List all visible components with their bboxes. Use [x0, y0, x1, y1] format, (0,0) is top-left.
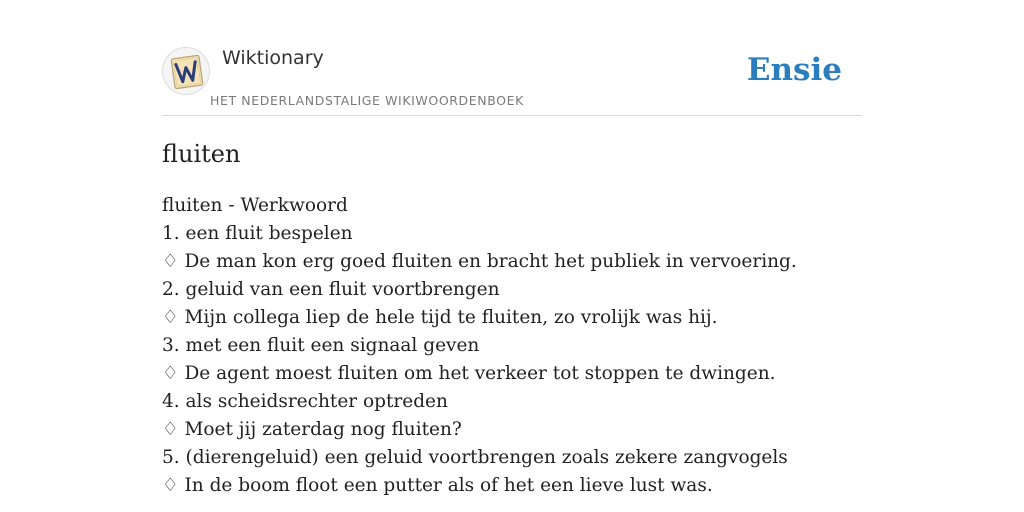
- site-tagline: HET NEDERLANDSTALIGE WIKIWOORDENBOEK: [210, 93, 524, 108]
- wiktionary-w-tile-icon: [163, 48, 211, 96]
- entry-body: [162, 192, 862, 500]
- definition-5: 5. (dierengeluid) een geluid voortbrengen zoals zekere zangvogels: [162, 447, 788, 468]
- example-5: ♢ In de boom floot een putter als of het een lieve lust was.: [162, 475, 713, 496]
- example-3: ♢ De agent moest fluiten om het verkeer tot stoppen te dwingen.: [162, 363, 776, 384]
- header-divider: [162, 115, 862, 116]
- ensie-brand-link[interactable]: Ensie: [746, 52, 842, 88]
- entry-subtitle: fluiten - Werkwoord: [162, 195, 348, 216]
- example-4: ♢ Moet jij zaterdag nog fluiten?: [162, 419, 462, 440]
- wiktionary-logo[interactable]: [162, 47, 210, 95]
- example-1: ♢ De man kon erg goed fluiten en bracht het publiek in vervoering.: [162, 251, 797, 272]
- definition-1: 1. een fluit bespelen: [162, 223, 353, 244]
- definition-2: 2. geluid van een fluit voortbrengen: [162, 279, 500, 300]
- example-2: ♢ Mijn collega liep de hele tijd te fluiten, zo vrolijk was hij.: [162, 307, 718, 328]
- definition-3: 3. met een fluit een signaal geven: [162, 335, 480, 356]
- site-name[interactable]: Wiktionary: [222, 47, 324, 69]
- page-title: fluiten: [162, 140, 241, 168]
- definition-4: 4. als scheidsrechter optreden: [162, 391, 448, 412]
